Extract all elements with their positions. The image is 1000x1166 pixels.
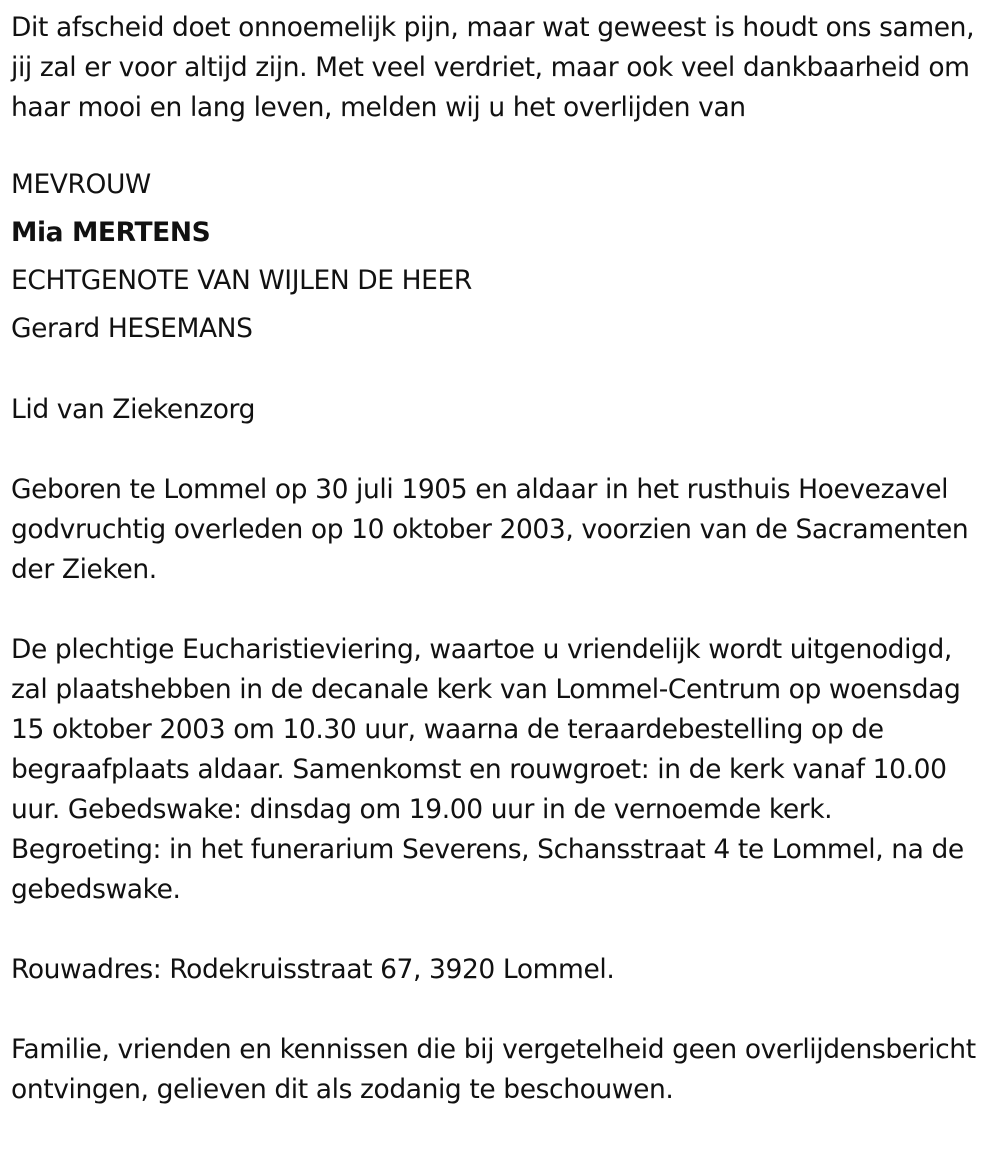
spouse-label: ECHTGENOTE VAN WIJLEN DE HEER	[11, 265, 472, 296]
birth-death-paragraph: Geboren te Lommel op 30 juli 1905 en aldaar in het rusthuis Hoevezavel godvruchtig overleden op 10 oktober 2003, voorzien van de Sacramenten der Zieken.	[11, 474, 969, 585]
deceased-title: MEVROUW	[11, 169, 151, 200]
intro-paragraph: Dit afscheid doet onnoemelijk pijn, maar wat geweest is houdt ons samen, jij zal er voor altijd zijn. Met veel verdriet, maar ook veel dankbaarheid om haar mooi en lang leven, melden wij u het overlijden van	[11, 12, 975, 123]
closing-paragraph: Familie, vrienden en kennissen die bij vergetelheid geen overlijdensbericht ontvingen, gelieven dit als zodanig te beschouwen.	[11, 1034, 976, 1105]
mourning-address: Rouwadres: Rodekruisstraat 67, 3920 Lommel.	[11, 954, 615, 985]
ceremony-paragraph: De plechtige Eucharistieviering, waartoe u vriendelijk wordt uitgenodigd, zal plaatshebben in de decanale kerk van Lommel-Centrum op woensdag 15 oktober 2003 om 10.30 uur, waarna de teraardebestelling op de begraafplaats aldaar. Samenkomst en rouwgroet: in de kerk vanaf 10.00 uur. Gebedswake: dinsdag om 19.00 uur in de vernoemde kerk. Begroeting: in het funerarium Severens, Schansstraat 4 te Lommel, na de gebedswake.	[11, 634, 964, 905]
spouse-name: Gerard HESEMANS	[11, 313, 253, 344]
membership-line: Lid van Ziekenzorg	[11, 394, 256, 425]
deceased-name: Mia MERTENS	[11, 217, 211, 248]
